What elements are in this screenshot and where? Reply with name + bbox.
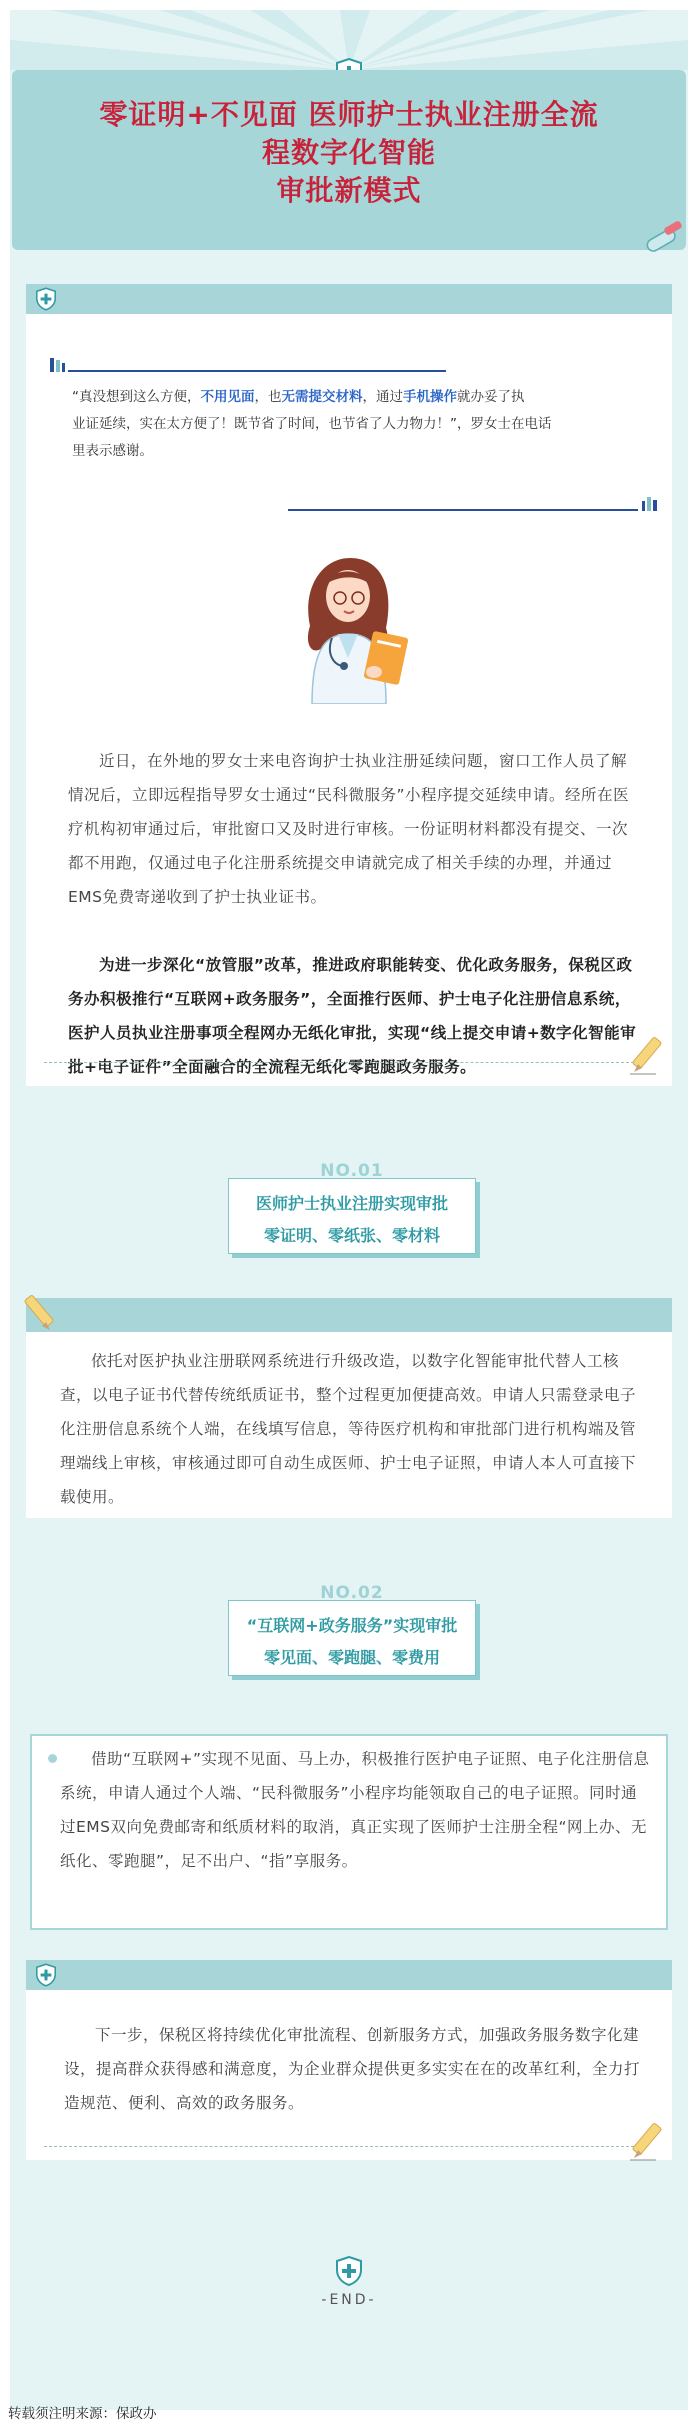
shield-cross-icon (36, 1963, 56, 1987)
page-title (12, 96, 686, 210)
quote-line-1 (72, 384, 652, 411)
section2-card (30, 1734, 668, 1930)
quote-highlight: 不用见面 (200, 389, 255, 405)
closing-card (26, 1960, 672, 2160)
intro-paragraph-bold: 为进一步深化“放管服”改革，推进政府职能转变、优化政务服务，保税区政务办积极推行“互联网+政务服务”，全面推行医师、护士电子化注册信息系统，医护人员执业注册事项全程网办无纸化审批，实现“线上提交申请+数字化智能审批+电子证件”全面融合的全流程无纸化零跑腿政务服务。 (68, 956, 637, 1076)
divider (44, 2146, 634, 2147)
section-number: NO.01 (320, 1161, 384, 1181)
intro-card (26, 284, 672, 1086)
quote-segment: “真没想到这么方便， (72, 389, 201, 405)
nurse-illustration (282, 538, 422, 704)
intro-paragraph: 近日，在外地的罗女士来电咨询护士执业注册延续问题，窗口工作人员了解情况后，立即远程指导罗女士通过“民科微服务”小程序提交延续申请。经所在医疗机构初审通过后，审批窗口又及时进行审核。一份证明材料都没有提交、一次都不用跑，仅通过电子化注册系统提交申请就完成了相关手续的办理，并通过EMS免费寄递收到了护士执业证书。 (68, 752, 630, 906)
card-header-bar (26, 284, 672, 314)
pencil-icon (628, 1032, 668, 1076)
section-heading-box (228, 1161, 476, 1254)
quote-highlight: 手机操作 (403, 389, 457, 405)
source-footer: 转载须注明来源：保政办 (8, 2406, 157, 2422)
quote-text (72, 384, 652, 465)
quote-highlight: 无需提交材料 (281, 389, 363, 405)
section-title: “互联网+政务服务”实现审批 (246, 1616, 458, 1635)
section2-paragraph: 借助“互联网+”实现不见面、马上办，积极推行医护电子证照、电子化注册信息系统，申请人通过个人端、“民科微服务”小程序均能领取自己的电子证照。同时通过EMS双向免费邮寄和纸质材料的取消，真正实现了医师护士注册全程“网上办、无纸化、零跑腿”，足不出户、“指”享服务。 (60, 1750, 650, 1870)
pencil-icon (20, 1290, 60, 1334)
section1-card (26, 1298, 672, 1518)
quote-decoration-bottom (288, 497, 658, 511)
section-subtitle: 零证明、零纸张、零材料 (263, 1226, 440, 1245)
quote-segment: 就办妥了执 (457, 389, 525, 405)
title-line-1: 零证明+不见面 医师护士执业注册全流 (99, 98, 599, 131)
section-number: NO.02 (320, 1583, 384, 1603)
section-heading-box (228, 1583, 476, 1676)
section-title: 医师护士执业注册实现审批 (255, 1194, 448, 1213)
shield-cross-icon (336, 2256, 362, 2286)
section1-paragraph: 依托对医护执业注册联网系统进行升级改造，以数字化智能审批代替人工核查，以电子证书代替传统纸质证书，整个过程更加便捷高效。申请人只需登录电子化注册信息系统个人端，在线填写信息，等待医疗机构和审批部门进行机构端及管理端线上审核，审核通过即可自动生成医师、护士电子证照，申请人本人可直接下载使用。 (60, 1352, 637, 1506)
quote-line-3: 里表示感谢。 (72, 443, 153, 459)
article-page (10, 10, 688, 2410)
closing-paragraph: 下一步，保税区将持续优化审批流程、创新服务方式，加强政务服务数字化建设，提高群众获得感和满意度，为企业群众提供更多实实在在的改革红利，全力打造规范、便利、高效的政务服务。 (64, 2026, 641, 2112)
title-line-2: 程数字化智能 (261, 136, 436, 169)
divider (44, 1062, 634, 1063)
card-header-bar (26, 1960, 672, 1990)
shield-cross-icon (36, 287, 56, 311)
section-subtitle: 零见面、零跑腿、零费用 (263, 1648, 440, 1667)
quote-segment: ，也 (254, 389, 282, 405)
quote-decoration-top (50, 358, 450, 372)
title-line-3: 审批新模式 (276, 174, 422, 207)
header-banner (12, 70, 686, 250)
bullet-dot (48, 1754, 57, 1763)
end-marker: -END- (321, 2292, 377, 2308)
card-header-bar (26, 1298, 672, 1332)
test-tube-icon (642, 220, 688, 260)
quote-segment: ，通过 (362, 389, 403, 405)
pencil-icon (628, 2118, 668, 2162)
quote-line-2: 业证延续，实在太方便了！既节省了时间，也节省了人力物力！”，罗女士在电话 (72, 416, 552, 432)
